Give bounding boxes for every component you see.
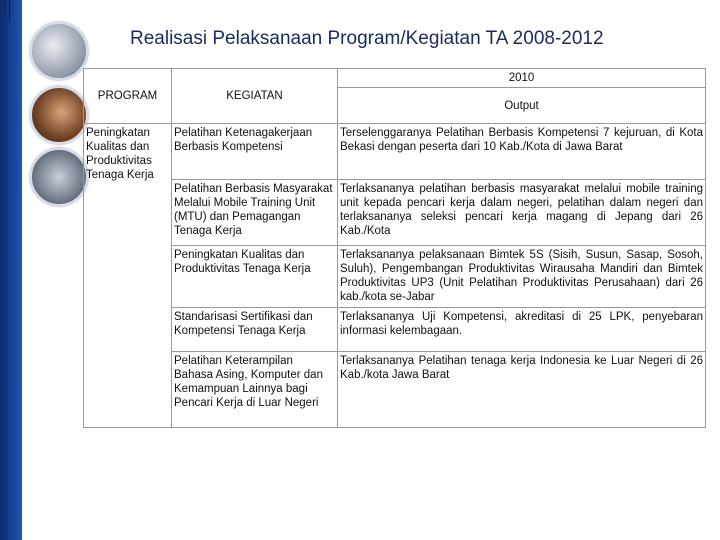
kegiatan-cell: Standarisasi Sertifikasi dan Kompetensi Tenaga Kerja: [172, 308, 338, 352]
header-year: 2010: [338, 69, 706, 88]
kegiatan-cell: Pelatihan Keterampilan Bahasa Asing, Komputer dan Kemampuan Lainnya bagi Pencari Kerja di Luar Negeri: [172, 352, 338, 428]
office-photo: [30, 22, 88, 80]
output-cell: Terlaksananya pelaksanaan Bimtek 5S (Sisih, Susun, Sasap, Sosoh, Suluh), Pengembangan Produktivitas Wirausaha Mandiri dan Bimtek Produktivitas UP3 (Unit Pelatihan Produktivitas Perusahaan) dari 26 kab./kota se-Jabar: [338, 246, 706, 308]
output-cell: Terlaksananya Uji Kompetensi, akreditasi di 25 LPK, penyebaran informasi kelembagaan.: [338, 308, 706, 352]
kegiatan-cell: Pelatihan Berbasis Masyarakat Melalui Mobile Training Unit (MTU) dan Pemagangan Tenaga Kerja: [172, 180, 338, 246]
realisasi-table: [83, 68, 706, 428]
kegiatan-cell: Peningkatan Kualitas dan Produktivitas Tenaga Kerja: [172, 246, 338, 308]
header-output: Output: [338, 88, 706, 124]
sidebar-line: [4, 0, 5, 14]
output-cell: Terlaksananya Pelatihan tenaga kerja Indonesia ke Luar Negeri di 26 Kab./kota Jawa Barat: [338, 352, 706, 428]
header-kegiatan: KEGIATAN: [172, 69, 338, 124]
kegiatan-cell: Pelatihan Ketenagakerjaan Berbasis Kompetensi: [172, 124, 338, 180]
output-cell: Terselenggaranya Pelatihan Berbasis Kompetensi 7 kejuruan, di Kota Bekasi dengan peserta dari 10 Kab./Kota di Jawa Barat: [338, 124, 706, 180]
team-photo: [30, 148, 88, 206]
person-photo: [30, 86, 88, 144]
header-program: PROGRAM: [84, 69, 172, 124]
page-title: Realisasi Pelaksanaan Program/Kegiatan TA 2008-2012: [130, 28, 604, 49]
output-cell: Terlaksananya pelatihan berbasis masyarakat melalui mobile training unit kepada pencari kerja dalam negeri, pelatihan dalam negeri dan terlaksananya seleksi pencari kerja magang di Jepang dari 26 Kab./Kota: [338, 180, 706, 246]
sidebar-line: [9, 0, 10, 22]
program-cell: Peningkatan Kualitas dan Produktivitas Tenaga Kerja: [84, 124, 172, 428]
sidebar-decoration: [0, 0, 22, 540]
